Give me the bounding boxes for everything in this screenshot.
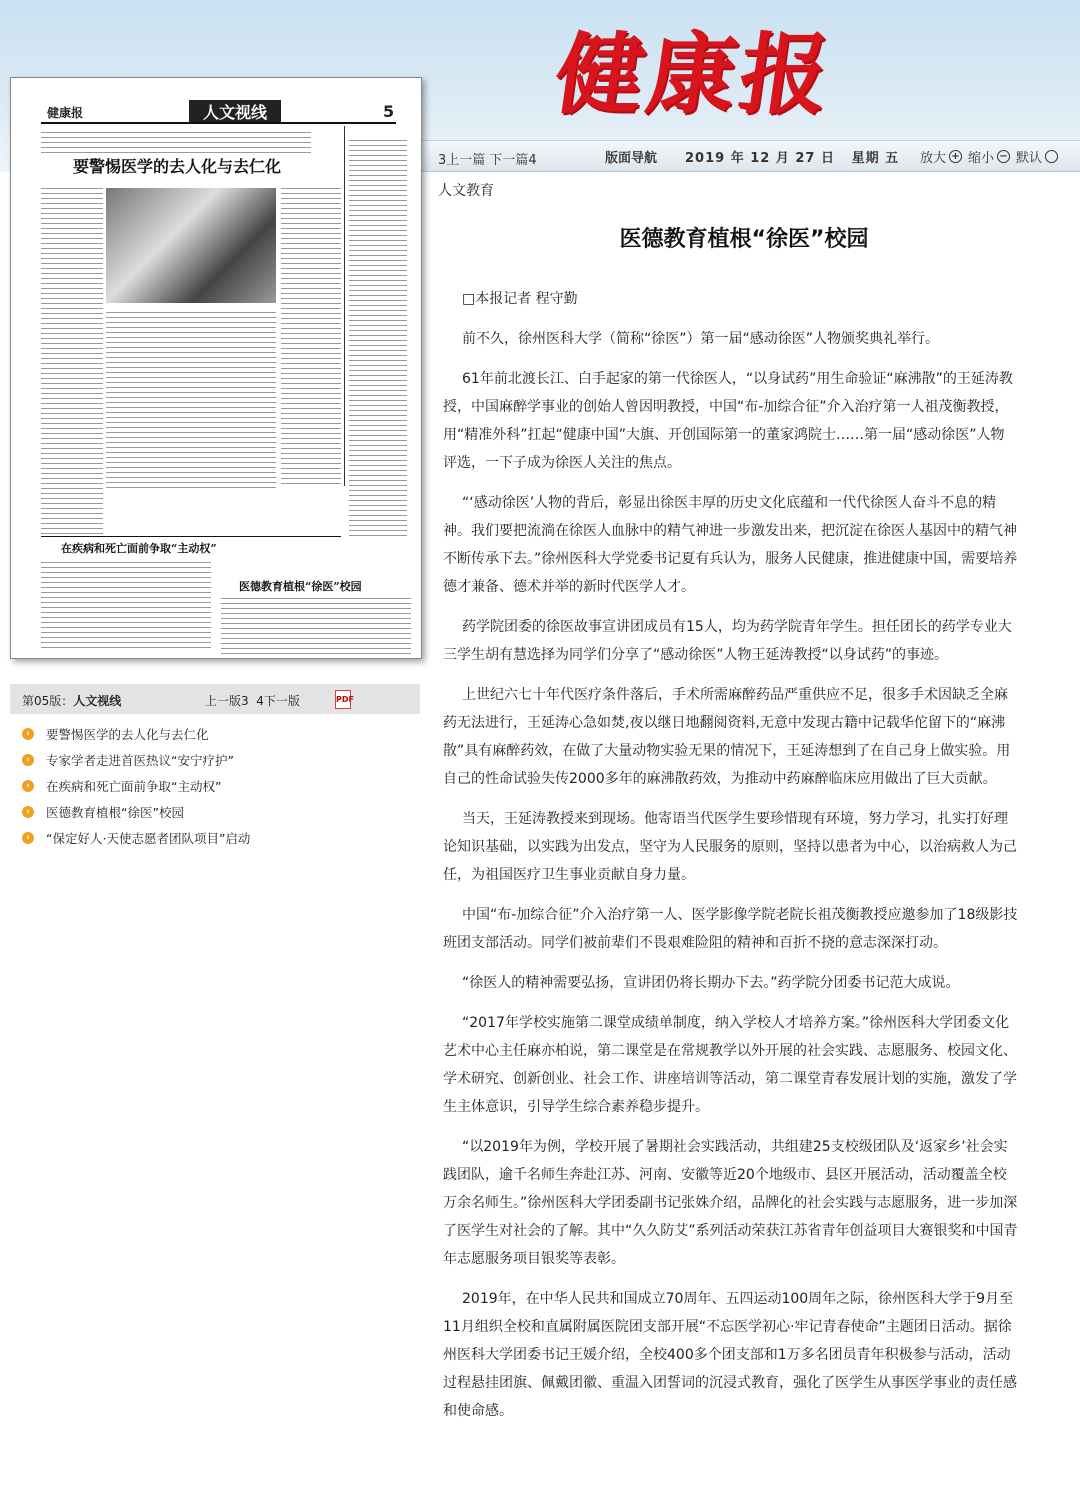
article-list-item[interactable] [22, 721, 412, 747]
article-list-item[interactable] [22, 825, 412, 851]
article-paragraph: “2017年学校实施第二课堂成绩单制度，纳入学校人才培养方案。”徐州医科大学团委文化艺术中心主任麻亦柏说，第二课堂是在常规教学以外开展的社会实践、志愿服务、校园文化、学术研究、创新创业、社会工作、讲座培训等活动，第二课堂青春发展计划的实施，激发了学生主体意识，引导学生综合素养稳步提升。 [443, 1015, 1017, 1115]
thumbnail-page-number: 5 [383, 102, 395, 121]
thumbnail-rule [41, 122, 396, 124]
pdf-icon[interactable]: PDF [335, 690, 351, 709]
thumbnail-section: 人文视线 [189, 100, 281, 123]
thumbnail-column [106, 310, 276, 490]
article-list-title: 医德教育植根“徐医”校园 [46, 805, 184, 820]
zoom-in-button[interactable] [920, 147, 962, 166]
arrow-bullet-icon: › [22, 806, 34, 818]
arrow-bullet-icon: › [22, 728, 34, 740]
page-navigation-link[interactable]: 版面导航 [605, 151, 658, 166]
page-name [22, 692, 121, 709]
arrow-bullet-icon: › [22, 780, 34, 792]
masthead-logo: 健康报 [548, 22, 840, 126]
article-paragraph: “‘感动徐医’人物的背后，彰显出徐医丰厚的历史文化底蕴和一代代徐医人奋斗不息的精神。我们要把流淌在徐医人血脉中的精气神进一步激发出来，把沉淀在徐医人基因中的精气神不断传承下去。”徐州医科大学党委书记夏有兵认为，服务人民健康，推进健康中国，需要培养德才兼备、德术并举的新时代医学人才。 [443, 495, 1018, 595]
next-page-link[interactable]: 4下一版 [256, 694, 300, 708]
arrow-bullet-icon: › [22, 754, 34, 766]
page-thumbnail[interactable] [10, 77, 422, 659]
article-list-title: 在疾病和死亡面前争取“主动权” [46, 779, 222, 794]
article-paragraph: 前不久，徐州医科大学（简称“徐医”）第一届“感动徐医”人物颁奖典礼举行。 [462, 331, 940, 347]
thumbnail-headline-1[interactable]: 要警惕医学的去人化与去仁化 [73, 157, 282, 176]
page-label: 第05版： [22, 694, 74, 708]
article-pager [438, 149, 537, 168]
article-body [443, 285, 1018, 1437]
article-list-item[interactable] [22, 799, 412, 825]
thumbnail-column [281, 186, 341, 486]
navigation-bar [420, 140, 1080, 172]
article-paragraph: 61年前北渡长江、白手起家的第一代徐医人，“以身试药”用生命验证“麻沸散”的王延涛教授，中国麻醉学事业的创始人曾因明教授，中国“布-加综合征”介入治疗第一人祖茂衡教授，用“精准外科”扛起“健康中国”大旗、开创国际第一的董家鸿院士……第一届“感动徐医”人物评选，一下子成为徐医人关注的焦点。 [443, 371, 1013, 471]
issue-weekday: 星期 五 [851, 151, 900, 166]
thumbnail-photo [106, 188, 276, 303]
page-pager [205, 692, 300, 709]
article-paragraph: 2019年，在中华人民共和国成立70周年、五四运动100周年之际，徐州医科大学于9月至11月组织全校和直属附属医院团支部开展“不忘医学初心·牢记青春使命”主题团日活动。据徐州医科大学团委书记王媛介绍，全校400多个团支部和1万多名团员青年积极参与活动，活动过程悬挂团旗、佩戴团徽、重温入团誓词的沉浸式教育，强化了医学生从事医学事业的责任感和使命感。 [443, 1291, 1017, 1419]
article-paragraph: 当天，王延涛教授来到现场。他寄语当代医学生要珍惜现有环境，努力学习，扎实打好理论知识基础，以实践为出发点，坚守为人民服务的原则，坚持以患者为中心，以治病救人为己任，为祖国医疗卫生事业贡献自身力量。 [443, 811, 1017, 883]
prev-article-link[interactable]: 3上一篇 [438, 153, 486, 168]
article-list-title: 专家学者走进首医热议“安宁疗护” [46, 753, 234, 768]
article-list-title: 要警惕医学的去人化与去仁化 [46, 727, 209, 742]
thumbnail-rule [41, 536, 341, 537]
thumbnail-headline-3[interactable]: 医德教育植根“徐医”校园 [239, 580, 362, 593]
thumbnail-column [349, 138, 407, 538]
thumbnail-masthead: 健康报 [47, 106, 84, 120]
article-list-item[interactable] [22, 773, 412, 799]
zoom-in-label: 放大 [919, 151, 946, 166]
zoom-out-button[interactable] [968, 147, 1010, 166]
article-title: 医德教育植根“徐医”校园 [619, 227, 869, 252]
article-list-item[interactable] [22, 747, 412, 773]
circle-icon [1045, 150, 1058, 163]
page-bar [10, 684, 420, 714]
article-list-title: “保定好人·天使志愿者团队项目”启动 [46, 831, 251, 846]
thumbnail-column-rule [344, 126, 345, 486]
article-paragraph: 上世纪六七十年代医疗条件落后，手术所需麻醉药品严重供应不足，很多手术因缺乏全麻药无法进行，王延涛心急如焚,夜以继日地翻阅资料,无意中发现古籍中记载华佗留下的“麻沸散”具有麻醉药效，在做了大量动物实验无果的情况下，王延涛想到了在自己身上做实验。用自己的性命试验失传2000多年的麻沸散药效，为推动中药麻醉临床应用做出了巨大贡献。 [443, 687, 1011, 787]
article-paragraph: 药学院团委的徐医故事宣讲团成员有15人，均为药学院青年学生。担任团长的药学专业大三学生胡有慧选择为同学们分享了“感动徐医”人物王延涛教授“以身试药”的事迹。 [443, 619, 1012, 663]
zoom-controls [914, 147, 1058, 166]
article-paragraph: “徐医人的精神需要弘扬，宣讲团仍将长期办下去。”药学院分团委书记范大成说。 [462, 975, 960, 991]
zoom-reset-button[interactable] [1016, 147, 1058, 166]
zoom-out-label: 缩小 [967, 151, 994, 166]
issue-date [685, 147, 899, 166]
plus-icon: + [949, 150, 962, 163]
issue-date-text: 2019 年 12 月 27 日 [685, 151, 835, 166]
next-article-link[interactable]: 下一篇4 [489, 153, 537, 168]
prev-page-link[interactable]: 上一版3 [205, 694, 249, 708]
arrow-bullet-icon: › [22, 832, 34, 844]
thumbnail-column [221, 596, 411, 654]
article-byline: □本报记者 程守勤 [462, 291, 578, 307]
article-section: 人文教育 [438, 183, 494, 199]
thumbnail-column [41, 186, 103, 536]
zoom-reset-label: 默认 [1015, 151, 1042, 166]
article-list [22, 721, 412, 851]
thumbnail-text-block [41, 130, 311, 154]
page-section-name: 人文视线 [73, 694, 122, 708]
thumbnail-headline-2[interactable]: 在疾病和死亡面前争取“主动权” [61, 542, 217, 555]
article-paragraph: “以2019年为例，学校开展了暑期社会实践活动，共组建25支校级团队及‘返家乡’社会实践团队，逾千名师生奔赴江苏、河南、安徽等近20个地级市、县区开展活动，活动覆盖全校万余名师生。”徐州医科大学团委副书记张姝介绍，品牌化的社会实践与志愿服务，进一步加深了医学生对社会的了解。其中“久久防艾”系列活动荣获江苏省青年创益项目大赛银奖和中国青年志愿服务项目银奖等表彰。 [443, 1139, 1018, 1267]
thumbnail-column [41, 560, 211, 652]
article-paragraph: 中国“布-加综合征”介入治疗第一人、医学影像学院老院长祖茂衡教授应邀参加了18级影技班团支部活动。同学们被前辈们不畏艰难险阻的精神和百折不挠的意志深深打动。 [443, 907, 1018, 951]
minus-icon: − [997, 150, 1010, 163]
